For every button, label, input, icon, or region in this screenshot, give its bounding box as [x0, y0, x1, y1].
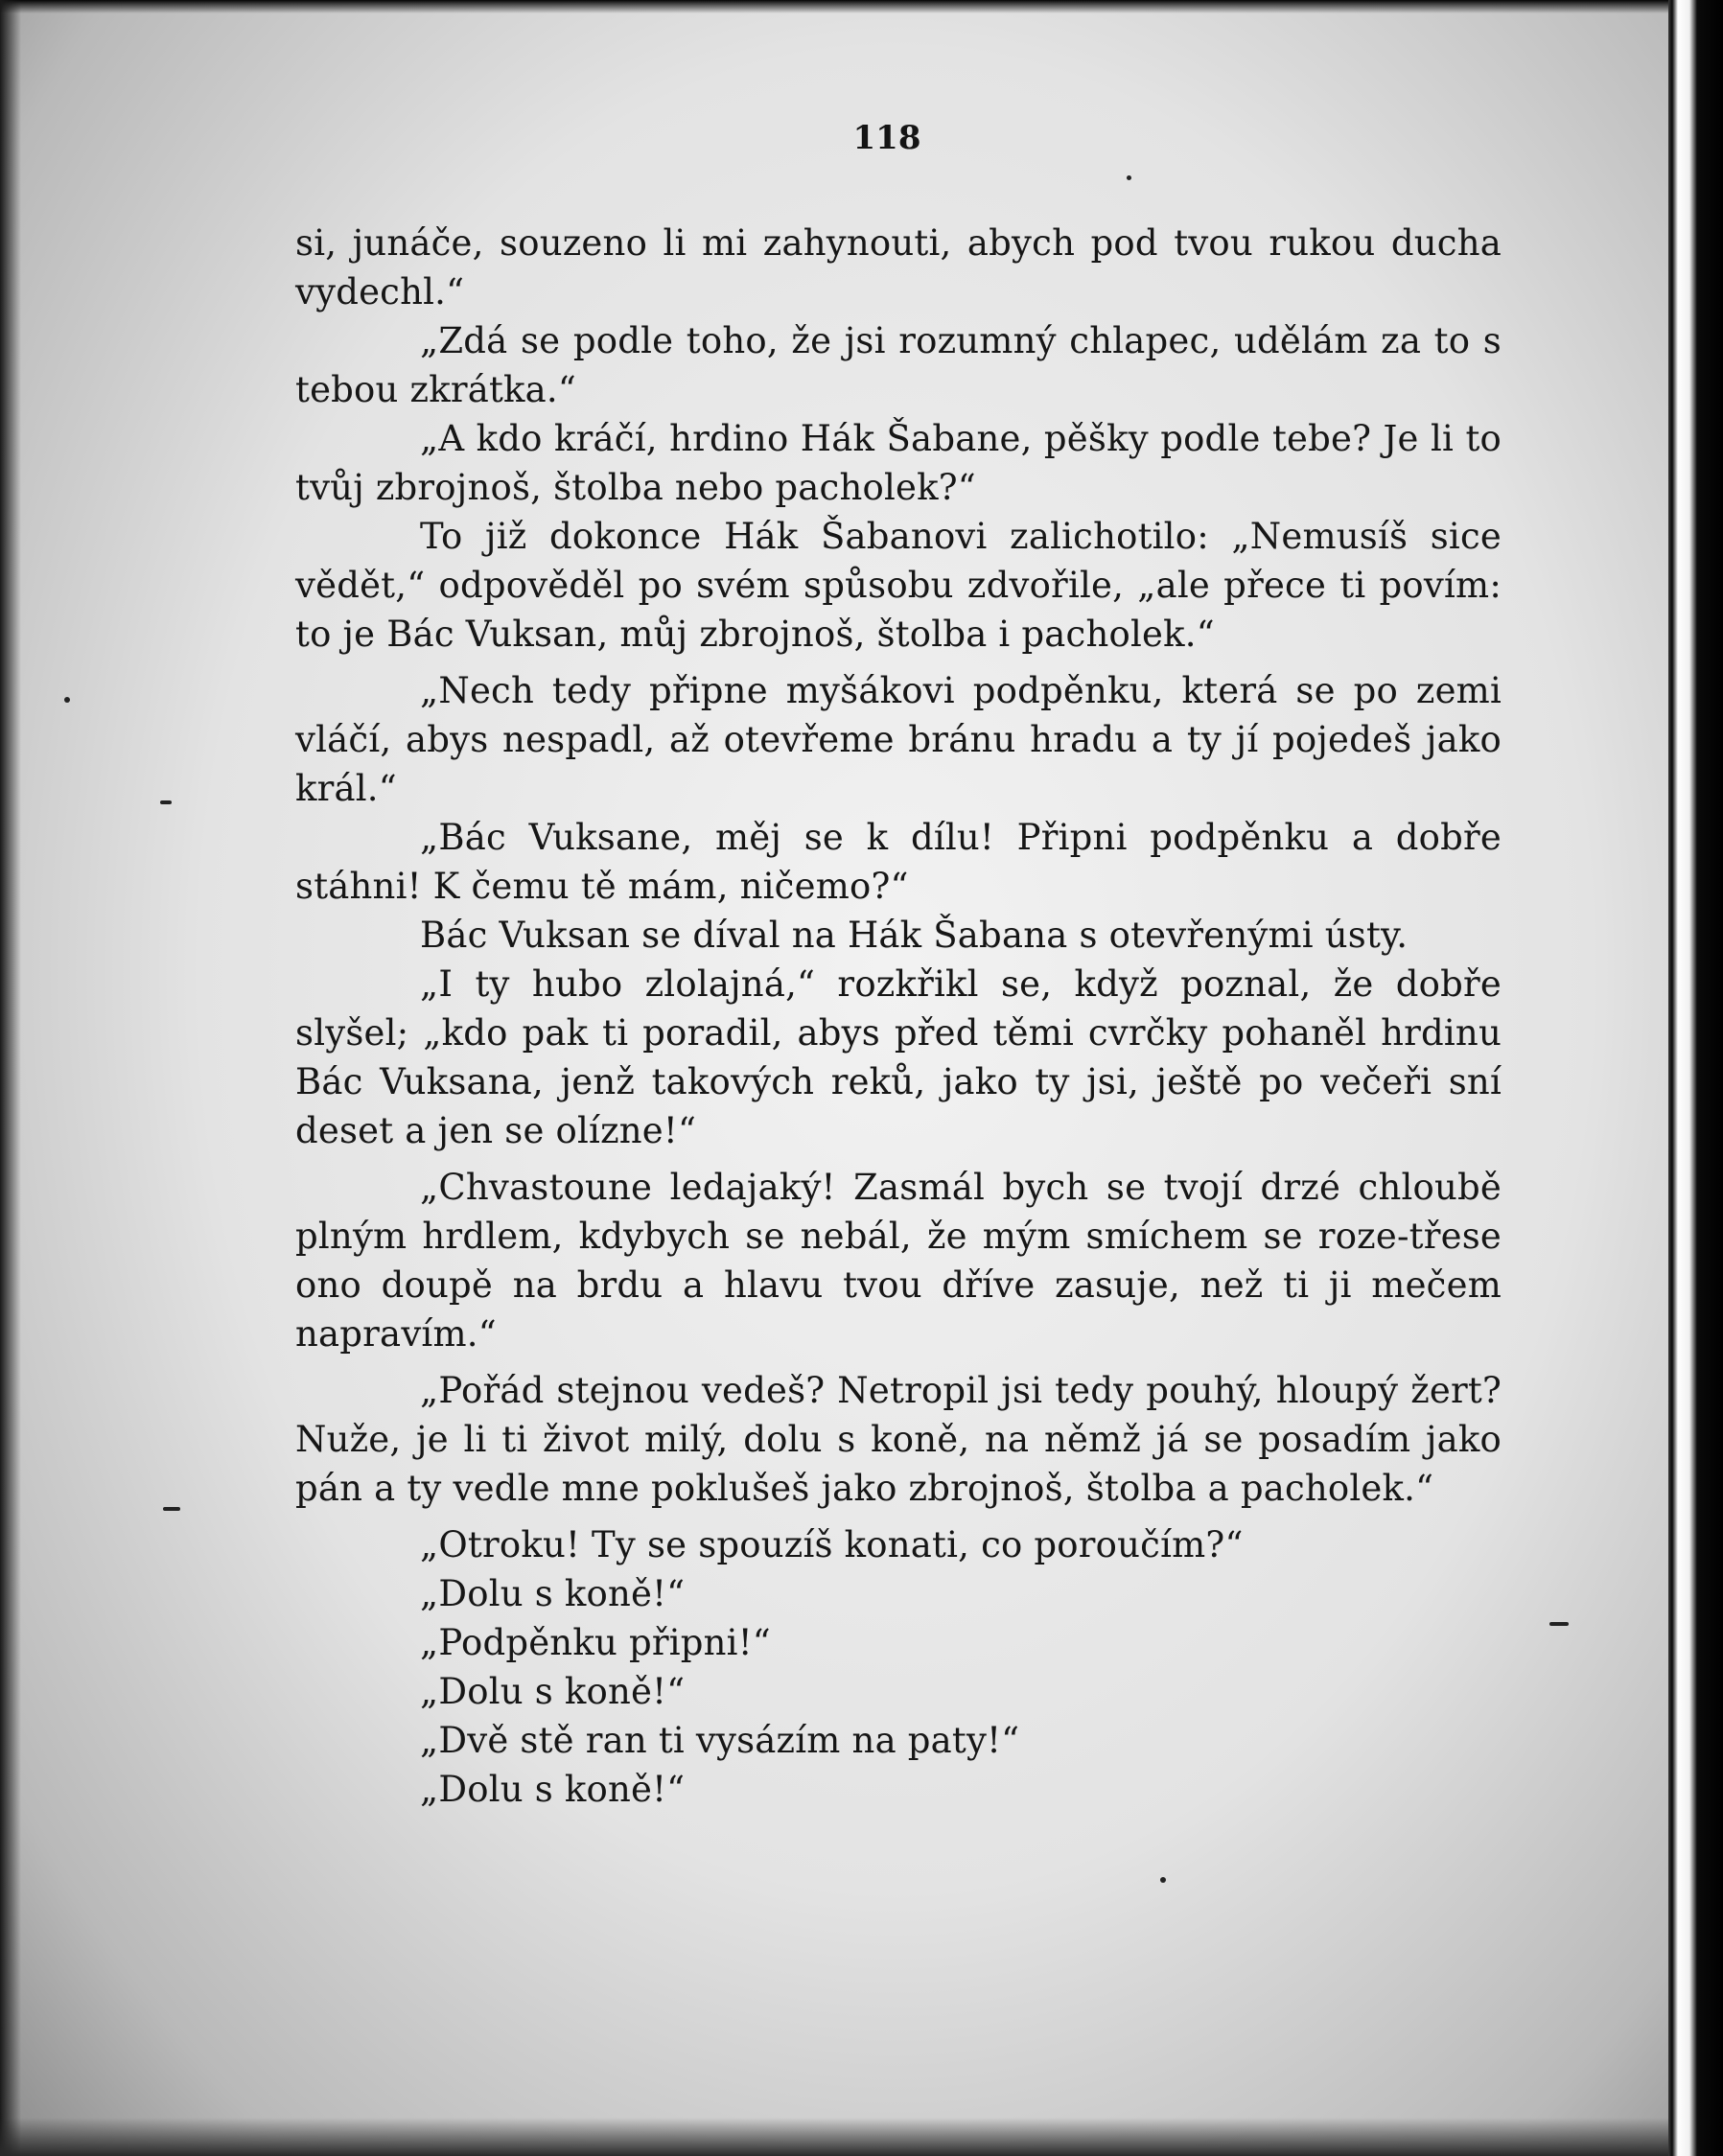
paragraph: „Nech tedy připne myšákovi podpěnku, která se po zemi vláčí, abys nespadl, až otevřeme bránu hradu a ty jí pojedeš jako král.“	[295, 670, 1502, 809]
scan-shadow-top	[0, 0, 1723, 13]
paragraph: si, junáče, souzeno li mi zahynouti, abych pod tvou rukou ducha vydechl.“	[295, 222, 1502, 313]
book-spine-edge	[1668, 0, 1723, 2156]
scan-speck	[64, 697, 70, 703]
body-text	[295, 219, 1502, 1814]
page-number: 118	[852, 119, 921, 157]
scan-shadow-left	[0, 0, 21, 2156]
paragraph: „Podpěnku připni!“	[420, 1622, 771, 1663]
paragraph: „I ty hubo zlolajná,“ rozkřikl se, když poznal, že dobře slyšel; „kdo pak ti poradil, abys před těmi cvrčky pohaněl hrdinu Bác Vuksana, jenž takových reků, jako ty jsi, ještě po večeři sní deset a jen se olízne!“	[295, 963, 1502, 1151]
paragraph: „Chvastoune ledajaký! Zasmál bych se tvojí drzé chloubě plným hrdlem, kdybych se nebál, že mým smíchem se roze-třese ono doupě na brdu a hlavu tvou dříve zasuje, než ti ji mečem napravím.“	[295, 1167, 1502, 1355]
scan-speck	[163, 1507, 180, 1511]
paragraph: „Dolu s koně!“	[420, 1671, 686, 1712]
paragraph: Bác Vuksan se díval na Hák Šabana s otevřenými ústy.	[420, 915, 1409, 956]
paragraph: To již dokonce Hák Šabanovi zalichotilo: „Nemusíš sice vědět,“ odpověděl po svém spůsobu zdvořile, „ale přece ti povím: to je Bác Vuksan, můj zbrojnoš, štolba i pacholek.“	[295, 516, 1502, 655]
paragraph: „A kdo kráčí, hrdino Hák Šabane, pěšky podle tebe? Je li to tvůj zbrojnoš, štolba nebo pacholek?“	[295, 418, 1502, 508]
paragraph: „Pořád stejnou vedeš? Netropil jsi tedy pouhý, hloupý žert? Nuže, je li ti život milý, dolu s koně, na němž já se posadím jako pán a ty vedle mne poklušeš jako zbrojnoš, štolba a pacholek.“	[295, 1370, 1502, 1509]
paragraph: „Dvě stě ran ti vysázím na paty!“	[420, 1720, 1020, 1761]
scan-speck	[1160, 1877, 1166, 1883]
scan-speck	[160, 800, 172, 804]
paragraph: „Zdá se podle toho, že jsi rozumný chlapec, udělám za to s tebou zkrátka.“	[295, 320, 1502, 410]
paragraph: „Bác Vuksane, měj se k dílu! Připni podpěnku a dobře stáhni! K čemu tě mám, ničemo?“	[295, 817, 1502, 907]
scan-speck	[1127, 175, 1131, 180]
paragraph: „Dolu s koně!“	[420, 1769, 686, 1810]
scan-shadow-bottom	[0, 2118, 1723, 2156]
paragraph: „Otroku! Ty se spouzíš konati, co poroučím?“	[420, 1524, 1244, 1565]
paragraph: „Dolu s koně!“	[420, 1573, 686, 1614]
scan-speck	[1549, 1622, 1569, 1626]
